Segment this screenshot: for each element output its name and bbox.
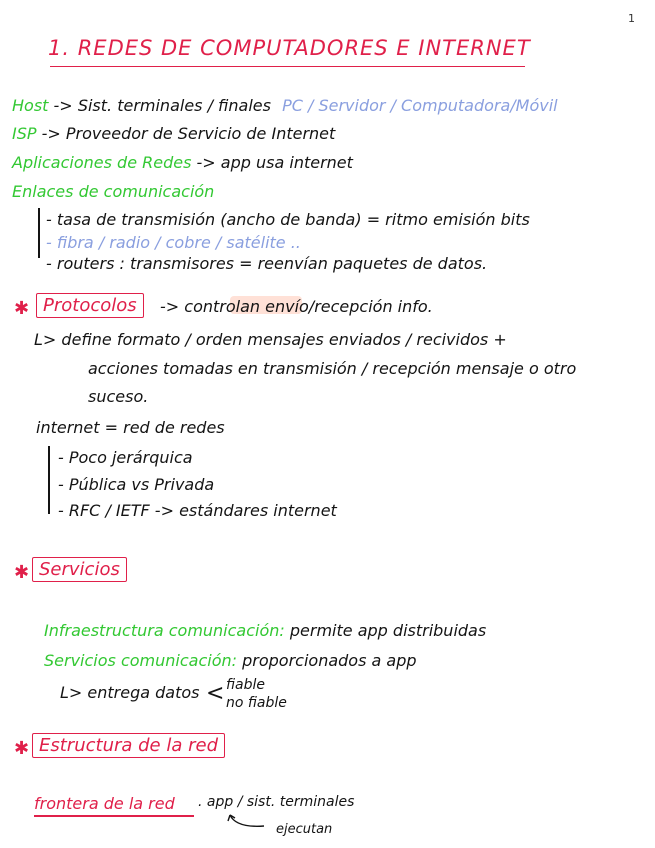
aplicaciones-arrow: -> xyxy=(196,153,216,172)
page-number: 1 xyxy=(628,12,635,25)
internet-definition: internet = red de redes xyxy=(36,418,225,437)
servicios-comunicacion-line xyxy=(44,651,417,670)
protocolos-define-line-2: acciones tomadas en transmisión / recepción mensaje o otro xyxy=(88,359,577,378)
ejecutan-text: ejecutan xyxy=(276,822,333,837)
servicios-comunicacion-label: Servicios comunicación: xyxy=(44,651,238,670)
title-underline xyxy=(50,66,525,67)
option-fiable: fiable xyxy=(226,677,266,693)
internet-bracket xyxy=(48,446,50,514)
star-icon: ✱ xyxy=(14,738,30,759)
enlaces-item-tasa: - tasa de transmisión (ancho de banda) = ritmo emisión bits xyxy=(46,210,530,229)
internet-item-publica: - Pública vs Privada xyxy=(58,475,215,494)
host-meaning: Sist. terminales / finales xyxy=(77,96,271,115)
frontera-underline xyxy=(34,815,194,817)
enlaces-item-routers: - routers : transmisores = reenvían paquetes de datos. xyxy=(46,254,488,273)
frontera-label: frontera de la red xyxy=(34,794,175,813)
definition-aplicaciones xyxy=(12,153,353,172)
infraestructura-text: permite app distribuidas xyxy=(289,621,487,640)
protocolos-arrow-text: -> controlan envío/recepción info. xyxy=(160,297,433,316)
aplicaciones-term: Aplicaciones de Redes xyxy=(12,153,192,172)
estructura-heading: Estructura de la red xyxy=(32,733,225,758)
isp-term: ISP xyxy=(12,124,37,143)
internet-item-jerarquica: - Poco jerárquica xyxy=(58,448,193,467)
star-icon: ✱ xyxy=(14,562,30,583)
definition-isp xyxy=(12,124,335,143)
protocolos-define-line-3: suceso. xyxy=(88,387,149,406)
servicios-comunicacion-text: proporcionados a app xyxy=(242,651,417,670)
protocolos-define-line-1: L> define formato / orden mensajes enviados / recividos + xyxy=(34,330,507,349)
protocolos-heading: Protocolos xyxy=(36,293,144,318)
infraestructura-label: Infraestructura comunicación: xyxy=(44,621,285,640)
enlaces-item-medios: - fibra / radio / cobre / satélite .. xyxy=(46,233,301,252)
entrega-datos: L> entrega datos xyxy=(60,683,200,702)
frontera-text: . app / sist. terminales xyxy=(198,794,355,810)
page-title: 1. REDES DE COMPUTADORES E INTERNET xyxy=(48,36,531,60)
host-examples: PC / Servidor / Computadora/Móvil xyxy=(282,96,558,115)
option-no-fiable: no fiable xyxy=(226,695,287,711)
enlaces-bracket xyxy=(38,208,40,258)
definition-host xyxy=(12,96,558,115)
host-arrow: -> xyxy=(53,96,73,115)
infraestructura-line xyxy=(44,621,486,640)
isp-meaning: Proveedor de Servicio de Internet xyxy=(65,124,336,143)
servicios-heading: Servicios xyxy=(32,557,127,582)
branch-bracket: < xyxy=(206,681,225,706)
star-icon: ✱ xyxy=(14,298,30,319)
internet-item-rfc: - RFC / IETF -> estándares internet xyxy=(58,501,337,520)
isp-arrow: -> xyxy=(41,124,61,143)
curved-arrow-icon xyxy=(228,812,268,832)
aplicaciones-meaning: app usa internet xyxy=(220,153,353,172)
definition-enlaces: Enlaces de comunicación xyxy=(12,182,215,201)
host-term: Host xyxy=(12,96,49,115)
